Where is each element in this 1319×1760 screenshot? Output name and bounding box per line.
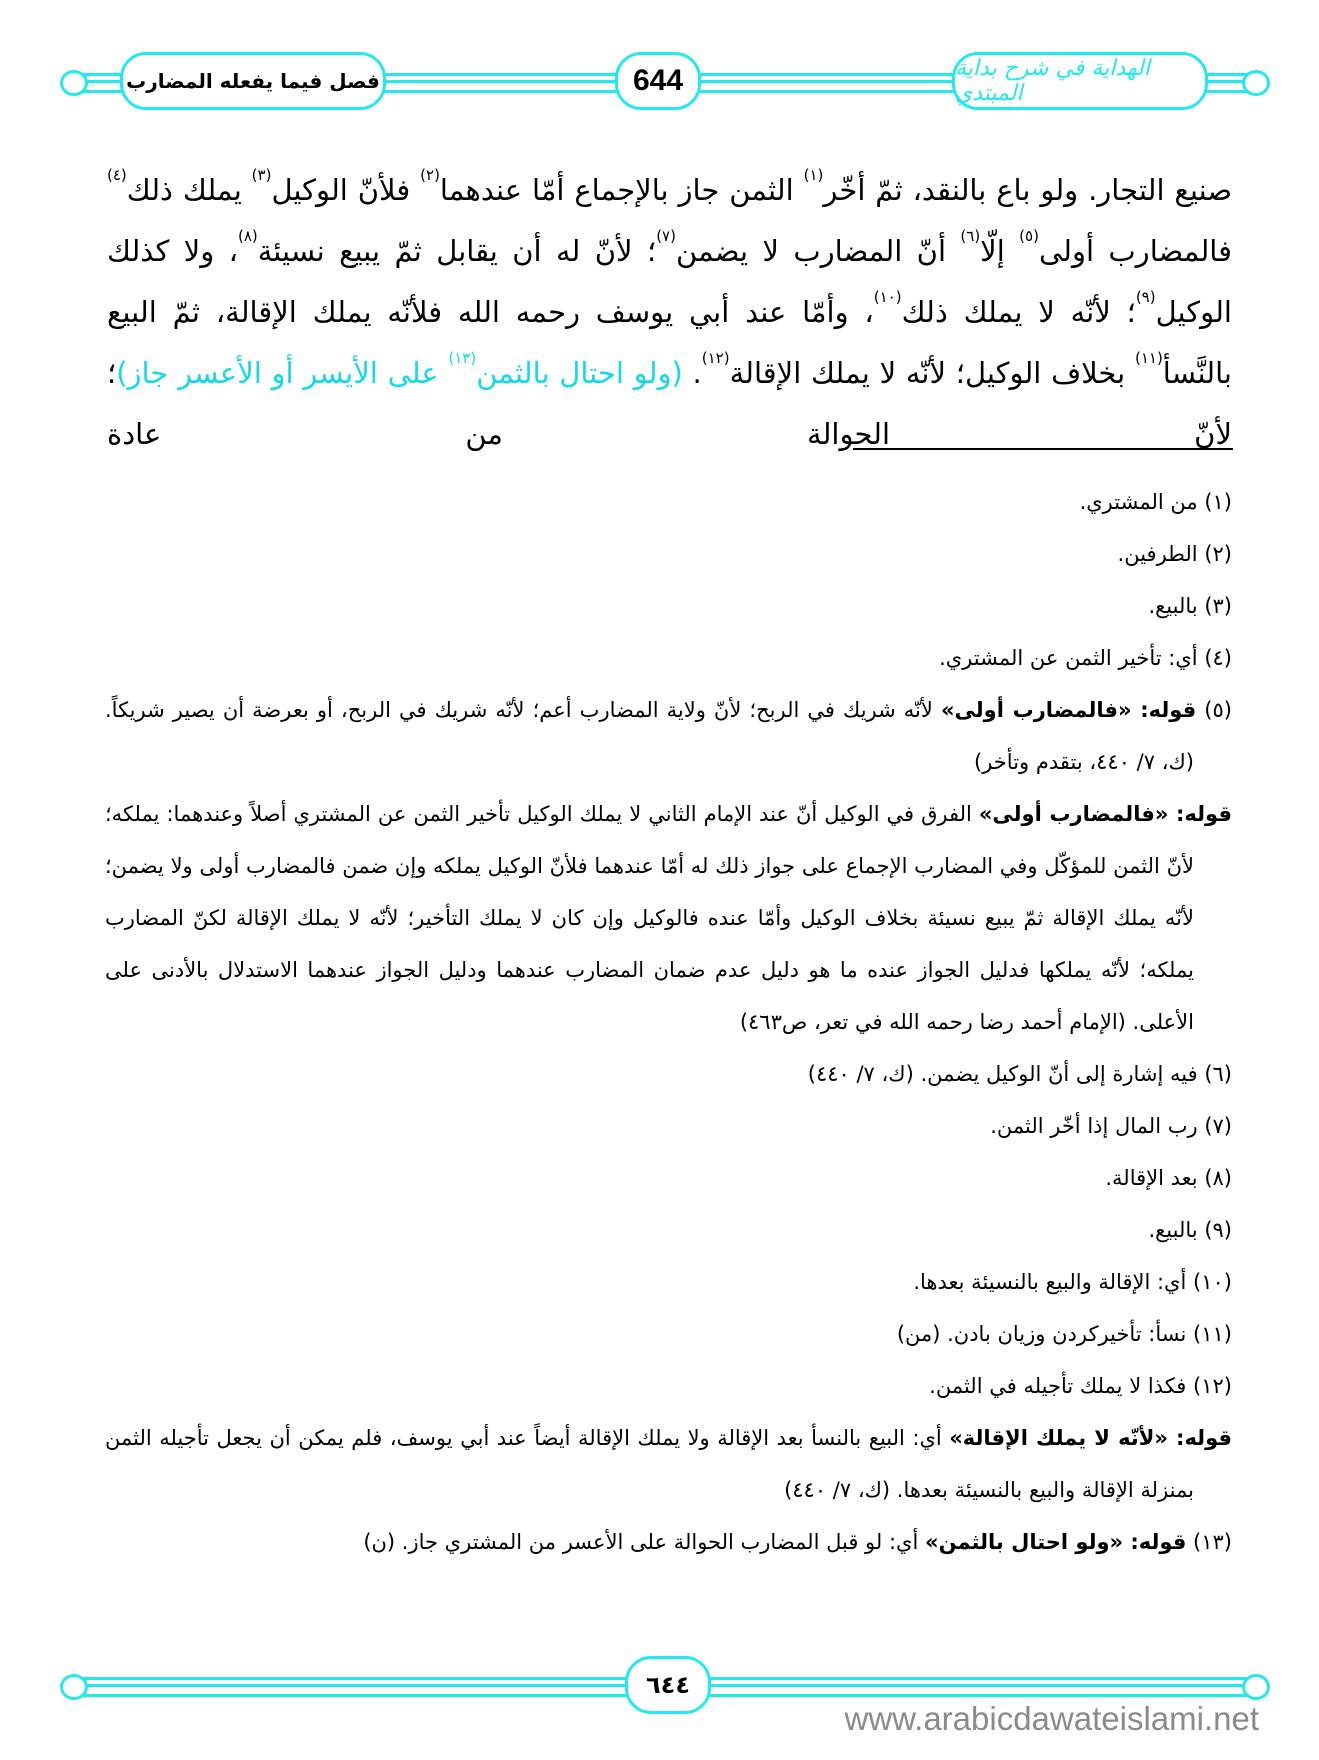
text-segment [448,349,683,390]
page-number: 644 [632,64,684,97]
footnote-text: من المشتري. [1079,490,1198,514]
text-segment [107,166,252,207]
footnote-text: الطرفين. [1117,542,1198,566]
footnote-ref[interactable]: (١) [803,166,824,184]
footnote [105,528,1232,580]
footnote [105,1516,1232,1568]
footnote-ref[interactable]: (١١) [1134,349,1163,367]
text-segment [701,349,1135,390]
footnote-number: (٤) [1204,646,1232,670]
ornament-right [1242,1674,1270,1700]
footnote-text: بالبيع. [1148,594,1198,618]
text-run: الثمن جاز بالإجماع أمّا عندهما [439,173,804,207]
text-segment [420,166,804,207]
footnote [105,1152,1232,1204]
footnote-lead: قوله: «ولو احتال بالثمن» [925,1530,1187,1554]
footnotes [105,476,1232,1568]
footnote-number: (٢) [1204,542,1232,566]
footnote-ref[interactable]: (١٣) [448,349,477,367]
text-segment [251,166,421,207]
footnote [105,1048,1232,1100]
footnote [105,1360,1232,1412]
text-run: (ولو احتال بالثمن [476,356,683,390]
text-run: يملك ذلك [126,173,252,207]
footnote-text: بالبيع. [1148,1218,1198,1242]
text-segment [683,356,702,390]
text-run: ، ولا كذلك الوكيل [107,234,1232,329]
footnote-number: (٩) [1204,1218,1232,1242]
book-title-logo: الهداية في شرح بداية المبتدي [955,56,1150,106]
footnote [105,1308,1232,1360]
footnote-number: (١) [1204,490,1232,514]
text-run: ، وأمّا عند أبي يوسف رحمه الله فلأنّه يملك الإقالة، ثمّ البيع بالنَّسأ [107,295,1232,390]
text-run: صنيع التجار. ولو باع بالنقد، ثمّ أخّر [823,173,1232,207]
text-segment [803,166,1232,207]
footnote-text: رب المال إذا أخّر الثمن. [990,1114,1198,1138]
chapter-title: فصل فيما يفعله المضارب [126,69,380,93]
book-title-frame [952,52,1208,110]
footnote-ref[interactable]: (١٢) [701,349,730,367]
footnote [105,684,1232,788]
text-run: . [682,356,702,390]
text-run: فلأنّ الوكيل [271,173,421,207]
footnote-text: فكذا لا يملك تأجيله في الثمن. [929,1374,1187,1398]
footnote-ref[interactable]: (٥) [1019,227,1039,245]
footnote-number: (٣) [1204,594,1232,618]
text-run: ؛ لأنّ الحوالة من عادة [107,356,1232,451]
footnote-number: (٧) [1204,1114,1232,1138]
footnote [105,788,1232,1048]
footnote-ref[interactable]: (١٠) [873,288,902,306]
footnote [105,1204,1232,1256]
page-number-frame [615,52,701,110]
footnote-text: أي: البيع بالنسأ بعد الإقالة ولا يملك الإقالة أيضاً عند أبي يوسف، فلم يمكن أن يجعل تأجيله الثمن بمنزلة الإقالة والبيع بالنسيئة بعدها. (ك، ٧/ ٤٤٠) [105,1426,1194,1502]
footer-page-number-frame [625,1656,711,1714]
footnote-text: أي: لو قبل المضارب الحوالة على الأعسر من المشتري جاز. (ن) [363,1530,919,1554]
header-band [60,52,1270,108]
text-segment [873,288,1136,329]
footnote-number: (٥) [1204,698,1232,722]
text-run: أنّ المضارب لا يضمن [675,234,961,268]
footnote-lead: قوله: «فالمضارب أولى» [978,802,1232,826]
footnote [105,632,1232,684]
text-segment [1019,227,1232,268]
footnote-text: فيه إشارة إلى أنّ الوكيل يضمن. (ك، ٧/ ٤٤٠) [807,1062,1198,1086]
footnote [105,476,1232,528]
footnote [105,1100,1232,1152]
footnote-lead: قوله: «لأنّه لا يملك الإقالة» [949,1426,1232,1450]
ornament-left [60,1674,88,1700]
footnote-number: (١٣) [1193,1530,1232,1554]
footnote-ref[interactable]: (٦) [960,227,981,245]
footnote-separator [853,448,1233,450]
ornament-right [1242,70,1270,96]
text-run: بخلاف الوكيل؛ لأنّه لا يملك الإقالة [729,356,1135,390]
website-watermark: www.arabicdawateislami.net [844,1700,1259,1737]
footnote [105,580,1232,632]
text-segment [656,227,961,268]
footnote-ref[interactable]: (٩) [1135,288,1156,306]
footer-page-number: ٦٤٤ [646,1671,690,1699]
footnote-ref[interactable]: (٤) [107,166,127,184]
footnote [105,1256,1232,1308]
text-run: ؛ لأنّ له أن يقابل ثمّ يبيع نسيئة [257,234,657,268]
footnote-text: بعد الإقالة. [1105,1166,1198,1190]
footnote-text: الفرق في الوكيل أنّ عند الإمام الثاني لا يملك الوكيل تأخير الثمن عن المشتري أصلاً وعندهما: يملكه؛ لأنّ الثمن للمؤكّل وفي المضارب الإجماع على جواز ذلك له أمّا عندهما فلأنّ الوكيل يملكه وإن ضمن فالمضارب أولى ولا يضمن؛ لأنّه يملك الإقالة ثمّ يبيع نسيئة بخلاف الوكيل وأمّا عنده فالوكيل وإن كان لا يملك التأخير؛ لأنّه لا يملك الإقالة لكنّ المضارب يملكه؛ لأنّه يملكها فدليل الجواز عنده ما هو دليل عدم ضمان المضارب عندهما ودليل الجواز عندهما الاستدلال بالأدنى على الأعلى. (الإمام أحمد رضا رحمه الله في تعر، ص٤٦٣) [105,802,1194,1034]
ornament-left [60,70,88,96]
footnote-lead: قوله: «فالمضارب أولى» [940,698,1197,722]
footnote-ref[interactable]: (٢) [420,166,440,184]
text-run: على الأيسر أو الأعسر جاز) [116,356,449,390]
chapter-title-frame [120,52,386,110]
footnote-ref[interactable]: (٨) [237,227,258,245]
footnote-number: (٦) [1204,1062,1232,1086]
text-run: ؛ لأنّه لا يملك ذلك [901,295,1136,329]
text-segment [237,227,657,268]
footnote-number: (١١) [1193,1322,1232,1346]
footnote-text: لأنّه شريك في الربح؛ لأنّ ولاية المضارب أعم؛ لأنّه شريك في الربح، أو بعرضة أن يصير شريكاً. (ك، ٧/ ٤٤٠، بتقدم وتأخر) [105,698,1194,774]
text-segment [116,356,448,390]
main-text [107,160,1232,465]
text-run: فالمضارب أولى [1038,234,1232,268]
footnote-text: أي: تأخير الثمن عن المشتري. [939,646,1198,670]
text-run: إلّا [980,234,1020,268]
footnote-ref[interactable]: (٧) [656,227,676,245]
footnote-text: أي: الإقالة والبيع بالنسيئة بعدها. [913,1270,1187,1294]
footnote-number: (٨) [1204,1166,1232,1190]
footnote-number: (١٢) [1193,1374,1232,1398]
footnote [105,1412,1232,1516]
text-segment [960,227,1020,268]
footnote-ref[interactable]: (٣) [251,166,272,184]
footnote-text: نسأ: تأخيركردن وزيان بادن. (من) [896,1322,1187,1346]
footnote-number: (١٠) [1193,1270,1232,1294]
